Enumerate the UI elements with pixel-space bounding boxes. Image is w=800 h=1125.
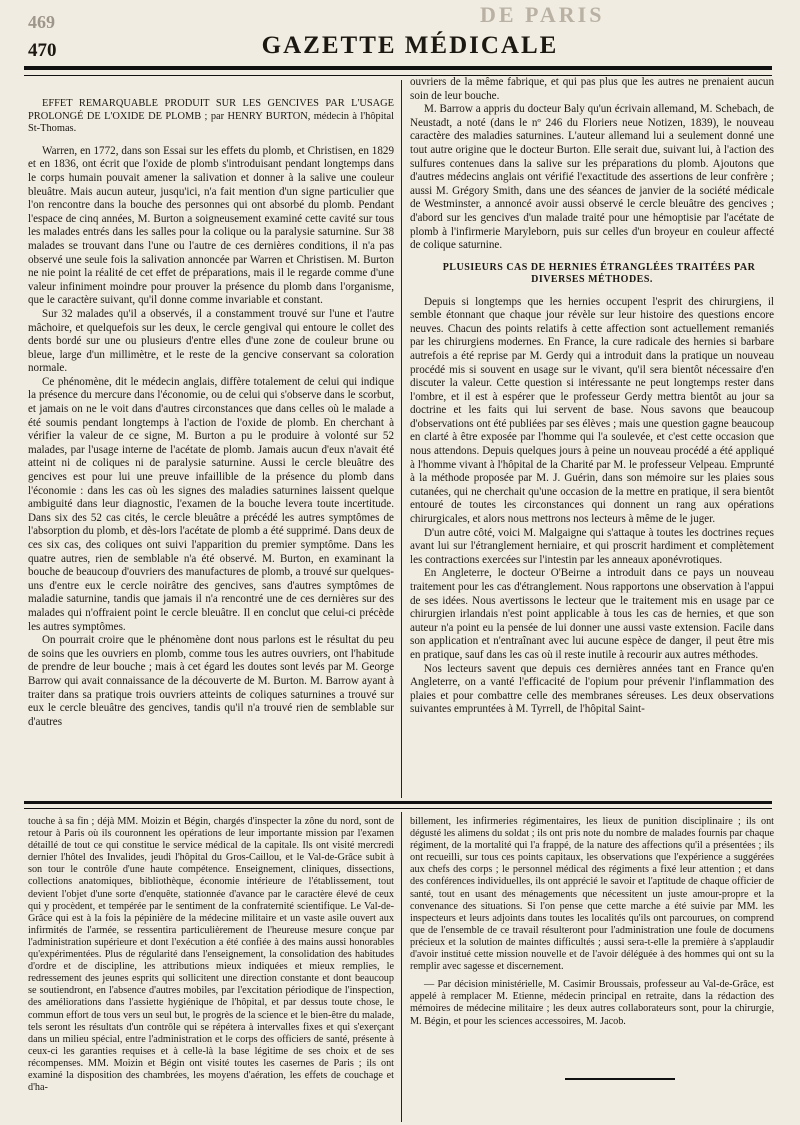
right-paragraph: En Angleterre, le docteur O'Beirne a introduit dans ce pays un nouveau traitement pour les cas d'étranglement. Nous rapportons une observation à l'appui de ses idées. Nous avertissons le lecteur que le traitement mis en usage par ce chirurgien irlandais n'est point applicable à tous les cas de hernies, et que son auteur n'a point eu la pensée de lui donner une aussi vaste extension. Facile dans son application et n'entraînant avec lui aucune espèce de danger, il peut être mis en pratique, sauf dans les cas où il reste inutile à recourir aux autres méthodes. [410,567,774,661]
right-paragraph: M. Barrow a appris du docteur Baly qu'un écrivain allemand, M. Schebach, de Neustadt, a noté (dans le nº 246 du Floriers neue Notizen, 1839), le nouveau caractère des maladies saturnines. L'auteur allemand lui a seulement donné une tout autre origine que le docteur Burton. Elle serait due, suivant lui, à l'action des sulfures contenues dans la salive sur les préparations du plomb. Ajoutons que d'autres médecins anglais ont vérifié l'exactitude des assertions de leur confrère ; aussi M. Grégory Smith, dans une des séances de janvier de la société médicale de Westminster, a annoncé avoir aussi observé le cercle bleuâtre des gencives ; d'abord sur les gencives d'un malade traité pour une hémoptisie par l'acétate de plomb à l'infirmerie Maryleborn, puis sur celles d'un broyeur en couleur affecté de colique saturnine. [410,103,774,252]
end-rule [565,1078,675,1080]
bottom-left-column [28,816,394,1094]
article-title-burton: EFFET REMARQUABLE PRODUIT SUR LES GENCIVES PAR L'USAGE PROLONGÉ DE L'OXIDE DE PLOMB ; par HENRY BURTON, médecin à l'hôpital St-Thomas. [28,98,394,135]
right-paragraph: D'un autre côté, voici M. Malgaigne qui s'attaque à toutes les doctrines reçues avant lui sur l'étranglement herniaire, et qui proscrit hardiment et complètement les contractions exercées sur l'intestin par les anneaux aponévrotiques. [410,526,774,566]
right-column [410,76,774,717]
show-through-title: DE PARIS [480,2,605,27]
right-paragraph: Depuis si longtemps que les hernies occupent l'esprit des chirurgiens, il semble étonnant que chaque jour révèle sur leur histoire des questions encore neuves. Chacun des points relatifs à cette affection sont actuellement remaniés par les chirurgiens modernes. En France, la cure radicale des hernies si barbare autrefois a été reprise par M. Gerdy qui a introduit dans la pratique un nouveau procédé mis si souvent en usage sur le vivant, qu'il sera bientôt nécessaire d'en discuter la valeur. Cette question si intéressante ne peut longtemps rester dans l'ombre, et il est à espérer que le professeur Gerdy mettra bientôt au jour sa doctrine et les faits qui lui servent de base. Nous savons que beaucoup d'observations ont été publiées par ses élèves ; mais une question gagne beaucoup en clarté à être exposée par l'homme qui l'a soulevée, et c'est cette occasion que nous attendons. Depuis quelques jours à peine un nouveau procédé a été appliqué à l'homme vivant à l'hôpital de la Charité par M. le professeur Velpeau. Emprunté à la méthode proposée par M. J. Guérin, dans son mémoire sur les plaies sous cutanées, qui ne cherchait qu'une occasion de la mettre en pratique, il sera bientôt entouré de toutes les circonstances qui donnent un rang aux opérations chirurgicales, et alors nous mettrons nos lecteurs à même de le juger. [410,295,774,526]
left-paragraph: Ce phénomène, dit le médecin anglais, diffère totalement de celui qui indique la présence du mercure dans l'économie, ou de celui qui s'observe dans le scorbut, et jamais on ne le voit dans d'autres circonstances que dans celles où le malade a été soumis pendant longtemps à l'action de l'oxide de plomb. En cherchant à vérifier la valeur de ce signe, M. Burton a pu le produire à volonté sur 52 malades, par l'usage interne de l'acétate de plomb. Jamais aucun d'eux n'avait été atteint ni de coliques ni de paralysie saturnine. Aussi le cercle bleuâtre des gencives est pour lui une preuve infaillible de la présence du plomb dans l'économie : dans les cas où les signes des maladies saturnines laissent quelque ambiguité dans leur diagnostic, l'examen de la bouche levera toute incertitude. Dans six des 52 cas cités, le cercle bleuâtre a précédé les autres symptômes de l'absorption du plomb, et dès-lors l'acétate de plomb a été supprimé. Dans deux de ces six cas, des coliques ont suivi l'apparition du premier symptôme. Dans les quatre autres, rien de semblable n'a été observé. M. Burton, en examinant la bouche de beaucoup d'ouvriers des manufactures de plomb, a trouvé sur quelques-uns d'entre eux le cercle noirâtre des gencives, sans d'autres symptômes de maladie saturnine, tandis que jamais il n'a rencontré une de ces dernières sur des malades qui n'offraient point le cercle bleuâtre. Il en conclut que celui-ci précède les autres symptômes. [28,375,394,633]
column-divider [401,80,402,798]
left-column [28,98,394,729]
feuilleton-rule-thin [24,808,772,809]
header-rule-thick [24,66,772,70]
page-number: 470 [28,40,57,61]
left-paragraph: Warren, en 1772, dans son Essai sur les effets du plomb, et Christisen, en 1829 et en 1836, ont écrit que l'oxide de plomb s'introduisant pendant longtemps dans le corps humain pouvait amener la salivation et donner à la salive une couleur bleuâtre. Mais aucun auteur, jusqu'ici, n'a fait mention d'un signe particulier que l'on rencontre dans la bouche des personnes qui ont absorbé du plomb. Pendant l'espace de cinq années, M. Burton a soigneusement examiné cette cavité sur tous les malades entrés dans les salles pour la colique ou la paralysie saturnine. Sur 38 malades se trouvant dans l'une ou l'autre de ces dernières conditions, il n'a pas observé une seule fois la salivation annoncée par Warren et Christisen. M. Burton ne nie point la réalité de cet effet de préparations, mais il le regarde comme d'une valeur infiniment moindre pour prouver la présence du plomb dans l'organisme, que le caractère suivant, qu'il donne comme invariable et constant. [28,144,394,307]
left-paragraph: Sur 32 malades qu'il a observés, il a constamment trouvé sur l'une et l'autre mâchoire, et quelquefois sur les deux, le cercle gengival qui entoure le collet des dents bordé sur une ou plusieurs d'entre elles d'une zone de couleur brune ou bleue, large d'un millimètre, et le reste de la gencive conservant sa coloration normale. [28,307,394,375]
right-paragraph: Nos lecteurs savent que depuis ces dernières années tant en France qu'en Angleterre, on a vanté l'efficacité de l'opium pour prévenir l'inflammation des plaies et pour combattre celle des membranes séreuses. Les deux observations suivantes empruntées à M. Tyrrell, de l'hôpital Saint- [410,662,774,716]
article-subhead-hernies: PLUSIEURS CAS DE HERNIES ÉTRANGLÉES TRAITÉES PAR DIVERSES MÉTHODES. [442,261,756,286]
masthead-title: GAZETTE MÉDICALE [261,32,559,59]
feuilleton-rule-thick [24,801,772,804]
bottom-right-column [410,816,774,1028]
left-paragraph: On pourrait croire que le phénomène dont nous parlons est le résultat du peu de soins que les ouvriers en plomb, comme tous les autres ouvriers, ont l'habitude de prendre de leur bouche ; mais à cet égard les doutes sont levés par M. George Barrow qui avait connaissance de la découverte de M. Burton. M. Barrow ayant à traiter dans sa pratique trois ouvriers atteints de coliques saturnines a trouvé sur eux le cercle bleuâtre des gencives, tandis qu'il n'a trouvé rien de semblable sur d'autres [28,634,394,728]
bottom-column-divider [401,812,402,1122]
show-through-page-number: 469 [28,12,55,32]
bottom-left-paragraph: touche à sa fin ; déjà MM. Moizin et Bégin, chargés d'inspecter la zône du nord, sont de retour à Paris où ils couronnent les opérations de leur importante mission par l'examen détaillé de tout ce qui constitue le service médical de la capitale. Ils ont visité mercredi dernier l'hôtel des Invalides, jeudi l'hôpital du Gros-Caillou, et le Val-de-Grâce subit à son tour le contrôle d'une haute compétence. Enseignement, cliniques, dissections, collections anatomiques, bibliothèque, économie intérieure de l'établissement, tout devient l'objet d'une sorte d'enquête, stationnée d'avance par le caractère élevé de ceux qui y procèdent, et tempérée par le sentiment de la confraternité scientifique. Le Val-de-Grâce qui est à la fois la pépinière de la médecine militaire et un vaste asile ouvert aux infirmités de l'armée, se ressentira particulièrement de l'heureuse mesure conçue par l'administration supérieure et dont l'exécution a été confiée à des mains aussi honorables qu'expérimentées. Plus de régularité dans l'enseignement, la consolidation des habitudes d'ordre et de discipline, les attributions mieux indiquées et mieux remplies, le redressement des jeunes esprits qui sollicitent une direction constante et dont beaucoup se soutiendront, en l'absence d'autres mobiles, par l'excitation périodique de l'inspection, des améliorations dans l'assiette hygiénique de l'hôpital, et par dessus toute chose, le commun effort de tous vers un seul but, le progrès de la science et le bien-être du malade, tels seront les résultats d'un contrôle qui se répétera à intervalles fixes et qui s'exerçant dans un milieu spécial, entre l'administration et le corps des officiers de santé, présente à ceux-ci les garanties requises et à celle-là la base légitime de ses choix et de ses récompenses. MM. Moizin et Bégin ont visité toutes les casernes de Paris ; ils ont examiné la disposition des chambrées, les moyens d'aération, les effets de couchage et d'ha- [28,816,394,1094]
right-intro: ouvriers de la même fabrique, et qui pas plus que les autres ne prenaient aucun soin de leur bouche. [410,76,774,102]
bottom-right-paragraph: — Par décision ministérielle, M. Casimir Broussais, professeur au Val-de-Grâce, est appelé à remplacer M. Etienne, médecin principal en retraite, dans la rédaction des mémoires de médecine militaire ; les deux autres collaborateurs sont, pour la chirurgie, M. Bégin, et pour les sciences accessoires, M. Jacob. [410,979,774,1027]
bottom-right-paragraph: billement, les infirmeries régimentaires, les lieux de punition disciplinaire ; ils ont dégusté les alimens du soldat ; ils ont pris note du nombre de malades fournis par chaque régiment, de la mortalité qui l'a frappé, de la nature des affections qu'il a présentées ; ils ont recueilli, sur tous ces points capitaux, les observations que l'expérience a suggérées aux chefs des corps ; le personnel médical des régiments a fixé leur attention ; et dans des conférences individuelles, ils ont apprécié le savoir et l'aptitude de chaque officier de santé, tout en usant des ménagements que nécessitent un juste amour-propre et la convenance des situations. Si l'on pense que cette marche a été suivie par MM. les inspecteurs et leurs adjoints dans toutes les localités qu'ils ont parcourues, on comprend que de l'ensemble de ce travail résulteront pour l'administration une foule de documens précieux et la solution de maintes difficultés ; aussi sera-t-elle la première à s'applaudir d'avoir institué cette mission nouvelle et de l'avoir déléguée à des hommes qui ont su la remplir avec sagesse et discernement. [410,816,774,973]
